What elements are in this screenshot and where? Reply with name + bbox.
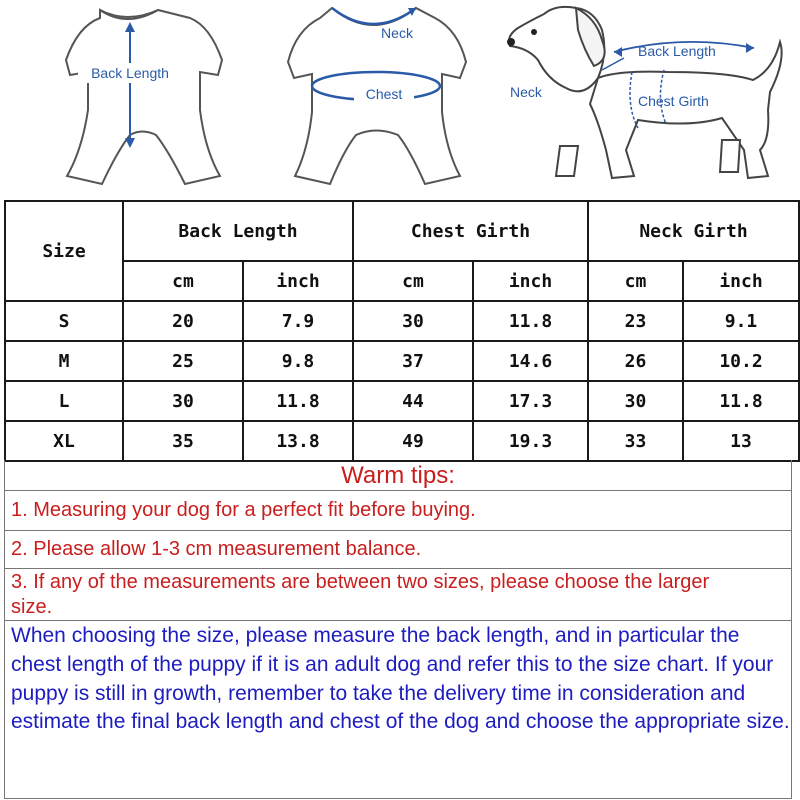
value-cell: 10.2 (683, 341, 799, 381)
warm-tips-title: Warm tips: (341, 462, 455, 489)
value-cell: 9.1 (683, 301, 799, 341)
sizing-note: When choosing the size, please measure the back length, and in particular the chest length of the puppy if it is an adult dog and refer this to the size chart. If your puppy is still in growth, remember to take the delivery time in consideration and estimate the final back length and chest of the dog and choose the appropriate size. (11, 624, 790, 734)
value-cell: 11.8 (473, 301, 588, 341)
size-cell: L (5, 381, 123, 421)
table-row (5, 421, 799, 461)
back-length-header: Back Length (123, 201, 353, 261)
size-header: Size (5, 201, 123, 301)
value-cell: 19.3 (473, 421, 588, 461)
unit-header: inch (683, 261, 799, 301)
unit-header: inch (243, 261, 353, 301)
value-cell: 26 (588, 341, 683, 381)
value-cell: 37 (353, 341, 473, 381)
table-row (5, 301, 799, 341)
unit-header: inch (473, 261, 588, 301)
back-length-label: Back Length (91, 65, 169, 81)
size-cell: M (5, 341, 123, 381)
tip-item: 3. If any of the measurements are between two sizes, please choose the larger size. (11, 571, 710, 618)
divider (5, 568, 791, 569)
value-cell: 33 (588, 421, 683, 461)
chest-girth-header: Chest Girth (353, 201, 588, 261)
table-row (5, 381, 799, 421)
value-cell: 23 (588, 301, 683, 341)
measurement-illustrations (0, 0, 800, 200)
neck-label: Neck (381, 25, 413, 41)
value-cell: 7.9 (243, 301, 353, 341)
divider (5, 620, 791, 621)
value-cell: 17.3 (473, 381, 588, 421)
value-cell: 49 (353, 421, 473, 461)
tip-item: 1. Measuring your dog for a perfect fit before buying. (11, 499, 476, 521)
dog-illustration (498, 0, 798, 195)
dog-neck-label: Neck (510, 84, 542, 100)
value-cell: 44 (353, 381, 473, 421)
value-cell: 11.8 (243, 381, 353, 421)
value-cell: 13 (683, 421, 799, 461)
value-cell: 9.8 (243, 341, 353, 381)
size-cell: XL (5, 421, 123, 461)
unit-header: cm (588, 261, 683, 301)
dog-chest-girth-label: Chest Girth (638, 93, 709, 109)
neck-girth-header: Neck Girth (588, 201, 799, 261)
dog-back-length-label: Back Length (638, 43, 716, 59)
chest-label: Chest (365, 86, 403, 102)
value-cell: 20 (123, 301, 243, 341)
value-cell: 30 (123, 381, 243, 421)
unit-header: cm (353, 261, 473, 301)
value-cell: 13.8 (243, 421, 353, 461)
value-cell: 35 (123, 421, 243, 461)
tip-item: 2. Please allow 1-3 cm measurement balance. (11, 538, 422, 560)
value-cell: 25 (123, 341, 243, 381)
divider (5, 490, 791, 491)
size-chart-table (4, 200, 800, 462)
value-cell: 11.8 (683, 381, 799, 421)
value-cell: 30 (353, 301, 473, 341)
divider (5, 530, 791, 531)
garment-front-illustration (270, 0, 485, 195)
size-cell: S (5, 301, 123, 341)
table-row (5, 341, 799, 381)
value-cell: 30 (588, 381, 683, 421)
value-cell: 14.6 (473, 341, 588, 381)
unit-header: cm (123, 261, 243, 301)
garment-back-illustration (40, 0, 250, 195)
warm-tips-section (4, 460, 792, 799)
